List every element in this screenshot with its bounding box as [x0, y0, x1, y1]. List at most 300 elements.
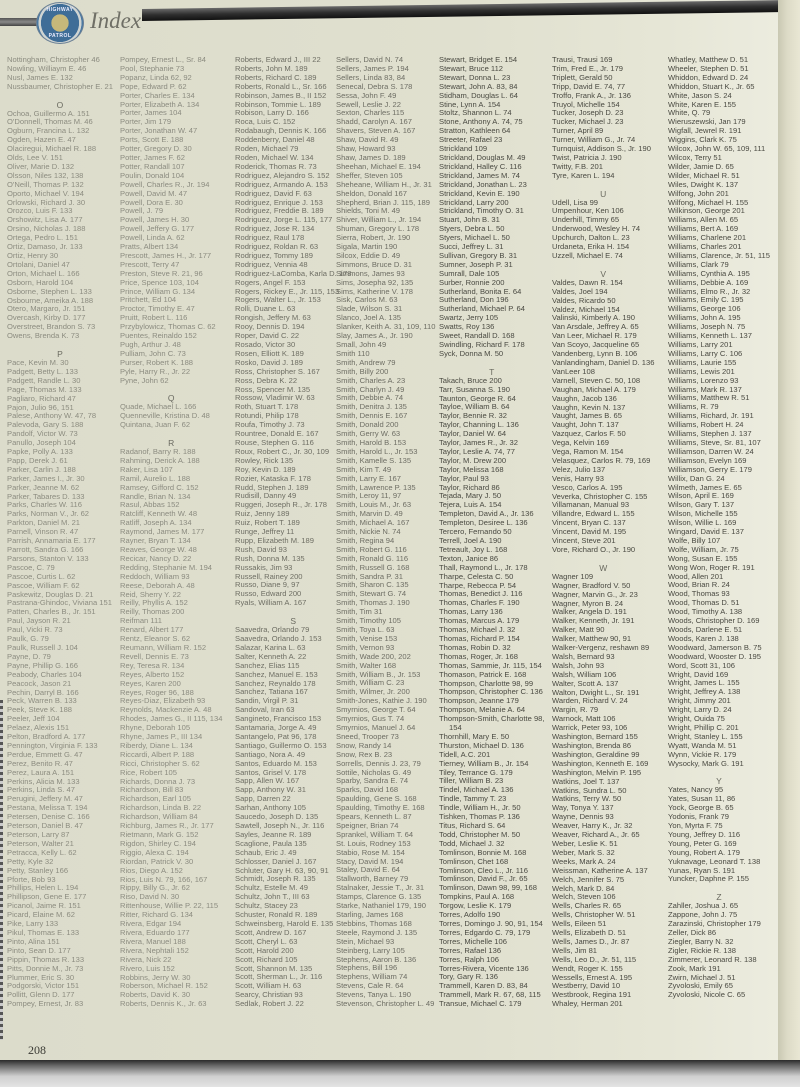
logo-top-text: HIGHWAY	[46, 7, 74, 13]
index-entry: Padgett, Betty L. 133	[7, 366, 78, 376]
index-entry: Sheffer, Steven 105	[336, 170, 403, 180]
index-entry: Wells, Leo D., Jr. 51, 115	[552, 954, 637, 964]
index-entry: Panullo, Joseph 104	[7, 438, 76, 448]
index-entry: Rodriguez-LaComba, Karla D. 178	[235, 268, 352, 278]
section-letter: Y	[716, 776, 722, 787]
index-entry: Paulk, Russell J. 104	[7, 642, 78, 652]
index-entry: Ratcliff, Kenneth W. 48	[120, 509, 198, 519]
index-entry: Smith, Charles A. 23	[336, 375, 406, 385]
index-entry: Powell, David M. 47	[120, 188, 188, 198]
index-entry: Way, Tonya Y. 137	[552, 803, 614, 813]
index-entry: Rogers, Angel F. 153	[235, 277, 306, 287]
index-entry: Woodward, Jamerson B. 75	[668, 642, 762, 652]
index-entry: Rogers, Walter L., Jr. 153	[235, 295, 321, 305]
index-entry: Redding, Stephanie M. 194	[120, 562, 213, 572]
index-entry: Reyes, Roger 96, 188	[120, 687, 194, 697]
index-entry: Peabody, Charles 104	[7, 669, 82, 679]
index-entry: Rhodes, James G., II 115, 134	[120, 714, 223, 724]
index-entry: Villandre, Edward L. 155	[552, 509, 635, 519]
index-entry: Parkton, Daniel M. 21	[7, 518, 81, 528]
index-entry: Roddenberry, Daniel 48	[235, 135, 315, 145]
index-entry: Podgorski, Victor 151	[7, 981, 80, 991]
index-entry: Osborne, Stephen L. 133	[7, 286, 92, 296]
index-entry: Santos, Grisel V. 178	[235, 767, 307, 777]
index-entry: Patten, Charles B., Jr. 151	[7, 607, 96, 617]
index-entry: Rodriguez, Alejandro S. 152	[235, 170, 330, 180]
index-entry: Sapp, Darren 22	[235, 794, 291, 804]
index-entry: Oliver, Marie D. 132	[7, 161, 75, 171]
index-entry: Stalnaker, Jessie T., Jr. 31	[336, 883, 425, 893]
index-entry: Scott, Andrew D. 167	[235, 927, 307, 937]
index-entry: Pippin, Thomas R. 133	[7, 954, 85, 964]
index-entry: Transue, Michael C. 179	[439, 999, 522, 1009]
index-entry: Wiggins, Clark K. 75	[668, 135, 737, 145]
index-entry: Price, Spence 103, 104	[120, 277, 199, 287]
index-entry: Triplett, Gerald 50	[552, 72, 613, 82]
index-entry: Smith, Kamelle S. 135	[336, 455, 412, 465]
index-entry: Wong, Susan E. 155	[668, 553, 738, 563]
index-entry: Papke, Polly A. 133	[7, 447, 73, 457]
index-entry: Sapp, Allen W. 167	[235, 776, 300, 786]
index-entry: Rotundi, Philip 178	[235, 411, 299, 421]
index-entry: Warnock, Matt 106	[552, 714, 616, 724]
index-entry: Parks, Charles W. 116	[7, 500, 82, 510]
index-entry: Williams, R. 79	[668, 402, 719, 412]
index-entry: Whiddon, Stuart K., Jr. 65	[668, 81, 755, 91]
index-entry: Przybylowicz, Thomas C. 62	[120, 322, 216, 332]
index-entry: Scott, William H. 63	[235, 981, 302, 991]
index-entry: Smith 110	[336, 348, 370, 358]
index-entry: Turnquist, Addison S., Jr. 190	[552, 144, 651, 154]
index-entry: Whatley, Matthew D. 51	[668, 55, 749, 64]
index-entry: Westberry, David 10	[552, 981, 621, 991]
index-entry: Reilly, Thomas 200	[120, 607, 185, 617]
index-entry: Sangineto, Francisco 153	[235, 714, 322, 724]
index-entry: Smith, Charlyn J. 49	[336, 384, 405, 394]
index-entry: Tucker, Michael J. 23	[552, 117, 624, 127]
index-entry: Stebbins, Thomas 168	[336, 918, 412, 928]
index-entry: Osbourne, Ameika A. 188	[7, 295, 94, 305]
index-entry: Raker, Lisa 107	[120, 464, 173, 474]
index-entry: Parker, Carlin J. 188	[7, 464, 76, 474]
index-entry: Todd, Michael J. 32	[439, 838, 505, 848]
index-entry: Udell, Lisa 99	[552, 197, 599, 207]
index-entry: Taylor, Channing L. 136	[439, 420, 519, 430]
index-entry: Torres, Edgardo C. 79, 179	[439, 927, 531, 937]
index-entry: Parsons, Stanton V. 133	[7, 553, 89, 563]
section-letter: O	[56, 99, 64, 110]
index-entry: Stewart, Bruce 112	[439, 63, 504, 73]
index-entry: Wright, David 169	[668, 669, 729, 679]
index-entry: Williams, Robert H. 24	[668, 420, 744, 430]
index-entry: Pelaez, Alexis 151	[7, 723, 70, 733]
index-entry: Sullivan, Gregory B. 31	[439, 250, 518, 260]
index-entry: Williams, Lewis 201	[668, 366, 735, 376]
index-entry: Williams, Clark 79	[668, 259, 729, 269]
index-entry: Yuknavage, Leonard T. 138	[668, 856, 761, 866]
index-entry: Strickland 109	[439, 144, 488, 154]
index-entry: Prescott, James H., Jr. 177	[120, 250, 212, 260]
index-entry: Sandin, Virgil P. 31	[235, 696, 299, 706]
bottom-shadow	[0, 1060, 800, 1087]
index-entry: Sorrells, Dennis J. 23, 79	[336, 758, 421, 768]
index-entry: Wayne, Dennis 93	[552, 812, 614, 822]
index-entry: Rush, David 93	[235, 544, 287, 554]
index-entry: Zook, Mark 191	[668, 963, 721, 973]
index-entry: Scott, Cheryl L. 63	[235, 936, 298, 946]
index-entry: Torres, Rafael 136	[439, 945, 502, 955]
index-entry: Weber, Leslie K. 51	[552, 838, 618, 848]
index-entry: Rodriguez, Raul 178	[235, 233, 305, 243]
index-entry: Washington, Melvin P. 195	[552, 767, 642, 777]
index-entry: Williams, Allen M. 65	[668, 215, 739, 225]
index-entry: Santiago, Guillermo O. 153	[235, 740, 327, 750]
index-entry: Yuncker, Daphne P. 155	[668, 874, 749, 884]
index-entry: Swindling, Richard F. 178	[439, 340, 525, 349]
index-entry: Ritter, Richard G. 134	[120, 910, 194, 920]
index-entry: Payne, D. 79	[7, 651, 51, 661]
index-entry: Welch, Steven 106	[552, 892, 616, 902]
index-entry: Richardson, Bill 83	[120, 785, 184, 795]
index-entry: Thomas, Marcus A. 179	[439, 616, 520, 626]
header-rule	[142, 0, 792, 21]
index-entry: Upchurch, Dalton L. 23	[552, 233, 630, 243]
index-entry: Villamanan, Manual 93	[552, 500, 630, 510]
index-entry: Weber, Mark S. 32	[552, 847, 615, 857]
index-entry: Vincent, Bryan C. 137	[552, 518, 626, 528]
index-entry: Reese, Deborah A. 48	[120, 580, 195, 590]
page-title: Index	[90, 8, 142, 33]
index-entry: Smith, Toya L. 63	[336, 625, 395, 634]
index-entry: Ortolani, Daniel 47	[7, 259, 70, 269]
index-entry: Robinson, James B., II 152	[235, 90, 327, 100]
index-entry: Riberdy, Diane L. 134	[120, 740, 193, 750]
index-entry: Pyle, Harry R., Jr. 22	[120, 366, 191, 376]
index-entry: Senecal, Debra S. 178	[336, 81, 413, 91]
index-entry: Smith, Tim 31	[336, 607, 383, 617]
index-entry: Shepherd, Brian J. 115, 189	[336, 197, 431, 207]
index-entry: Taylor, Bennie R. 32	[439, 411, 507, 421]
index-entry: Stone, Anthony A. 74, 75	[439, 117, 523, 127]
index-entry: Ryals, William A. 167	[235, 598, 307, 608]
index-entry: Thomas, Michael J. 32	[439, 625, 516, 635]
index-entry: Schaub, Eric J. 49	[235, 847, 297, 857]
index-entry: Vesco, Carlos A. 195	[552, 482, 623, 492]
index-entry: Smith, Donald 200	[336, 420, 399, 430]
index-entry: Sims, Josepha 92, 135	[336, 277, 414, 287]
index-entry: Woods, Darlene E. 51	[668, 625, 743, 634]
index-entry: Smith, Larry E. 167	[336, 473, 401, 483]
index-entry: Wilson, Michelle 155	[668, 509, 738, 519]
index-entry: Wong Won, Roger R. 191	[668, 562, 755, 572]
index-entry: Reaves, George W. 48	[120, 545, 197, 554]
index-entry: Spears, Kenneth L. 87	[336, 812, 412, 822]
index-entry: Swatts, Roy 136	[439, 322, 495, 332]
index-entry: Williams, Lorenzo 93	[668, 375, 739, 385]
index-entry: Valdes, Dawn R. 154	[552, 277, 623, 287]
index-entry: Powell, James H. 30	[120, 215, 190, 225]
index-entry: Varnell, Steven C. 50, 108	[552, 375, 641, 385]
index-entry: Russakis, Jim 93	[235, 562, 293, 572]
index-entry: Tharpe, Celesta C. 50	[439, 571, 514, 581]
index-entry: Young, Robert A. 179	[668, 847, 740, 857]
index-entry: Zappone, John J. 75	[668, 910, 738, 920]
index-entry: Williams, Laurie 155	[668, 357, 737, 367]
index-entry: Smith, Harold L., Jr. 153	[336, 446, 418, 456]
index-entry: Roberts, Dennis K., Jr. 63	[120, 999, 207, 1009]
index-entry: Stabio, Rose M. 154	[336, 847, 405, 857]
index-entry: Searcy, Christian 93	[235, 990, 303, 1000]
index-entry: Sellers, David N. 74	[336, 55, 404, 64]
index-entry: Smyrnios, George T. 64	[336, 705, 416, 715]
index-entry: Starling, James 168	[336, 910, 404, 919]
index-entry: Sayles, Jeanne R. 189	[235, 829, 312, 839]
index-entry: Taylor, James R., Jr. 32	[439, 438, 518, 448]
section-letter: W	[599, 562, 608, 573]
index-entry: Recicar, Nancy D. 22	[120, 553, 192, 563]
index-entry: Quade, Michael L. 166	[120, 402, 197, 412]
section-letter: U	[600, 188, 607, 199]
index-entry: Simmons, Bruce D. 31	[336, 259, 412, 269]
index-entry: Venis, Harry 93	[552, 473, 604, 483]
index-entry: Peck, Warren B. 133	[7, 696, 77, 706]
index-entry: Parrott, Sandra G. 166	[7, 545, 84, 554]
index-column-4	[336, 56, 436, 1009]
index-entry: Watkins, Sundra L. 50	[552, 785, 627, 795]
index-entry: Thompson, Christopher C. 136	[439, 687, 543, 697]
index-entry: Walker, Matt 90	[552, 625, 605, 635]
index-entry: Rosen, Elliott K. 189	[235, 348, 304, 358]
index-entry: Reynolds, Mackenzie A. 48	[120, 705, 212, 715]
index-entry: Rivera, Edgar 194	[120, 919, 182, 929]
index-entry: Rayner, Bryan T. 134	[120, 536, 191, 546]
index-entry: Thomas, Larry 136	[439, 607, 503, 617]
index-entry: Williamson, Gerry E. 179	[668, 464, 752, 474]
index-entry: Stoltz, Shannon L. 74	[439, 108, 512, 118]
index-entry: Wilmeth, James E. 65	[668, 482, 742, 492]
index-entry: Starke, Nathaniel 179, 190	[336, 901, 426, 911]
index-entry: Wilcox, John W. 65, 109, 111	[668, 144, 766, 154]
index-entry: Stephens, Aaron B. 136	[336, 954, 417, 964]
index-entry: Van Arsdale, Jeffrey A. 65	[552, 322, 639, 332]
index-entry: Rodabaugh, Dennis K. 166	[235, 126, 327, 136]
index-entry: Schultz, Estelle M. 49	[235, 883, 309, 893]
index-entry: Pascoe, William F. 62	[7, 580, 80, 590]
index-entry: Puentes, Reinaldo 152	[120, 331, 197, 341]
index-entry: Salazar, Karina L. 63	[235, 642, 306, 652]
index-entry: Sapp, Anthony W. 31	[235, 785, 306, 795]
index-entry: Tarr, Susanna S. 190	[439, 384, 510, 394]
index-entry: Warrick, Peter 93, 106	[552, 723, 628, 733]
index-entry: Nowling, Williaym E. 46	[7, 63, 87, 73]
index-entry: Powell, Linda A. 62	[120, 233, 185, 243]
index-entry: Smith, Dennis E. 167	[336, 411, 408, 421]
index-entry: Pennington, Virginia F. 133	[7, 740, 98, 750]
section-letter: T	[489, 366, 495, 377]
index-entry: Revell, Dennis E. 73	[120, 651, 189, 661]
index-entry: Pinto, Sean D. 177	[7, 945, 71, 955]
index-entry: Olaciregui, Michael R. 188	[7, 144, 97, 154]
index-entry: Ross, Debra K. 22	[235, 375, 298, 385]
index-entry: Williams, Clarence, Jr. 51, 115	[668, 250, 770, 260]
index-entry: Stacy, David M. 194	[336, 856, 404, 866]
index-entry: Rodriguez, Enrique J. 153	[235, 197, 323, 207]
index-entry: Santamaria, Jorge A. 49	[235, 723, 317, 733]
index-entry: Thornhill, Mary E. 50	[439, 731, 510, 741]
index-entry: Strickland, Larry 200	[439, 197, 509, 207]
index-entry: Sisk, Carlos M. 63	[336, 295, 398, 305]
index-entry: Smith, Ronald G. 116	[336, 553, 409, 563]
index-entry: Paulk, G. 79	[7, 634, 49, 644]
index-entry: Santangelo, Pat 96, 178	[235, 731, 317, 741]
index-entry: Overcash, Kirby D. 177	[7, 313, 86, 323]
index-entry: Williams, Richard, Jr. 191	[668, 411, 754, 421]
index-entry: Paul, Jayson R. 21	[7, 616, 71, 626]
index-entry: Steinberg, Larry 105	[336, 945, 405, 955]
index-entry: Todd, Christopher M. 50	[439, 829, 521, 839]
index-entry: Robison, Larry D. 166	[235, 108, 309, 118]
index-entry: Richardson, William 84	[120, 812, 198, 822]
index-entry: Sellers, James P. 194	[336, 63, 409, 73]
index-entry: Orshowitz, Lisa A. 177	[7, 215, 83, 225]
index-entry: Wigfall, Jewrel R. 191	[668, 126, 742, 136]
index-entry: Rogers, Rickey E., Jr. 115, 153	[235, 286, 340, 296]
index-entry: Wagner, Marvin G., Jr. 23	[552, 589, 638, 599]
index-entry: Reifman 111	[120, 616, 162, 626]
index-entry: Powell, Dora E. 30	[120, 197, 183, 207]
index-entry: Torres, Domingo J. 90, 91, 154	[439, 918, 543, 928]
index-entry: Rivera, Nick 22	[120, 954, 172, 964]
index-entry: Sheheane, William H., Jr. 31	[336, 179, 432, 189]
index-entry: Ortiz, Henry 30	[7, 251, 59, 261]
index-entry: Strickland, Jonathan L. 23	[439, 179, 527, 189]
index-entry: Williamson, Evelyn 169	[668, 455, 747, 465]
index-entry: Vore, Richard O., Jr. 190	[552, 545, 636, 554]
index-entry: Smith, Vernon 93	[336, 642, 395, 652]
index-entry: Smith, Billy 200	[336, 366, 389, 376]
index-entry: Williams, Debbie A. 169	[668, 277, 749, 287]
index-entry: Pompey, Ernest L., Sr. 84	[120, 55, 206, 64]
index-entry: Quintana, Juan F. 62	[120, 420, 191, 430]
index-entry: Rosko, David J. 189	[235, 357, 303, 367]
index-entry: Perez, Benito R. 47	[7, 758, 73, 768]
index-entry: Perugini, Jeffery M. 47	[7, 794, 83, 804]
index-entry: Rentz, Eleanor S. 62	[120, 634, 191, 644]
index-entry: Sellers, Linda 83, 84	[336, 72, 406, 82]
index-entry: Valdes, Joel 194	[552, 286, 608, 296]
index-entry: Yon, Myrta F. 75	[668, 821, 723, 831]
index-entry: Smith, Louis M., Jr. 63	[336, 500, 412, 510]
index-entry: Stevens, Tanya L. 190	[336, 990, 412, 1000]
index-entry: Sneed, Trooper 73	[336, 731, 399, 741]
index-entry: Walsh, William 106	[552, 669, 617, 679]
index-entry: Young, Peter G. 169	[668, 838, 737, 848]
index-entry: Roberts, David K. 30	[120, 990, 191, 1000]
index-entry: Stidham, Douglas L. 64	[439, 90, 518, 100]
index-entry: Peterson, Daniel B. 47	[7, 821, 83, 831]
index-entry: Tyre, Karen L. 194	[552, 170, 615, 180]
index-entry: Stewart, John A. 83, 84	[439, 81, 518, 91]
index-entry: Vaughn, Jacob 136	[552, 393, 617, 403]
index-entry: Torres, Michelle 106	[439, 936, 507, 946]
index-entry: Tayloe, William B. 64	[439, 402, 510, 412]
index-entry: Vaughn, Kevin N. 137	[552, 402, 626, 412]
index-entry: Padgett, Randle L. 30	[7, 375, 81, 385]
index-entry: Whiddon, Edward D. 24	[668, 72, 749, 82]
index-entry: Ruiz, Robert T. 189	[235, 518, 300, 528]
index-entry: Thomas, Robin D. 32	[439, 642, 511, 652]
index-entry: Reid, Sherry Y. 22	[120, 589, 181, 599]
index-entry: Rongish, Jeffery M. 63	[235, 313, 311, 323]
index-entry: Pratts, Albert 134	[120, 242, 179, 252]
index-entry: White, Q. 79	[668, 108, 711, 118]
index-entry: Pruitt, Robert L. 116	[120, 313, 188, 323]
index-entry: Reumann, William R. 152	[120, 642, 207, 652]
index-entry: Scaglione, Paula 135	[235, 838, 307, 848]
index-entry: Tejera, Luis A. 154	[439, 500, 502, 510]
index-entry: Smith, Regina 94	[336, 535, 395, 545]
index-entry: Warden, Richard V. 24	[552, 696, 628, 706]
index-entry: Washington, Brenda 86	[552, 741, 632, 751]
index-entry: Smith, Wilmer, Jr. 200	[336, 687, 410, 697]
index-entry: Saavedra, Orlando J. 153	[235, 633, 322, 643]
index-entry: Payne, Phillip G. 166	[7, 660, 78, 670]
index-entry: Rupp, Elizabeth M. 189	[235, 535, 314, 545]
index-entry: Wessells, Ernest A. 195	[552, 972, 633, 982]
index-entry: Peterson, Walter 21	[7, 838, 74, 848]
section-letter: Z	[716, 892, 722, 903]
index-entry: Rhyne, James P., III 134	[120, 732, 203, 742]
index-entry: Riordan, Patrick V. 30	[120, 856, 194, 866]
index-entry: Walsh, Bernard 93	[552, 651, 615, 661]
index-entry: Wood, Timothy A. 138	[668, 607, 743, 617]
index-entry: Sutherland, Michael P. 64	[439, 304, 525, 314]
index-entry: Velez, Julio 137	[552, 464, 606, 474]
index-column-7	[668, 56, 770, 1000]
index-entry: Streeter, Rafael 23	[439, 135, 503, 145]
index-entry: Thompson, Charlotte 98, 99	[439, 678, 534, 688]
index-entry: Wood, Brian R. 24	[668, 580, 730, 590]
index-entry: Santiago, Nora A. 49	[235, 749, 306, 759]
index-entry: Shields, Toni M. 49	[336, 206, 401, 216]
index-entry: O'Donnell, Thomas M. 46	[7, 117, 93, 127]
binding-edge	[0, 700, 3, 1040]
index-entry: Petty, Kyle 32	[7, 856, 54, 866]
index-entry: Williams, John A. 195	[668, 313, 741, 323]
index-entry: Petracca, Kelly L. 62	[7, 847, 77, 857]
index-entry: Speigner, Brian 74	[336, 820, 399, 830]
index-entry: Wingard, David E. 137	[668, 527, 744, 537]
page-number: 208	[28, 1043, 46, 1057]
index-entry: Wood, Allen 201	[668, 571, 724, 581]
index-entry: Preston, Steve R. 21, 96	[120, 268, 203, 278]
index-entry: Rodriguez, Jorge L. 115, 177	[235, 215, 333, 225]
index-entry: Smith, Timothy 105	[336, 616, 401, 626]
index-entry: Parker, Jeanne M. 62	[7, 482, 80, 492]
index-entry: Walker, Kenneth, Jr. 191	[552, 616, 635, 626]
index-entry: Sheehan, Michael E. 194	[336, 161, 421, 171]
index-entry: Thomason, Patrick E. 168	[439, 669, 527, 679]
index-entry: Van Scoyo, Jacqueline 65	[552, 340, 640, 350]
index-entry: Pritchett, Ed 104	[120, 295, 177, 305]
index-entry: Rivero, Luis 152	[120, 963, 175, 973]
index-entry: Swartz, Jerry 105	[439, 313, 499, 323]
index-entry: Sottile, Nicholas G. 49	[336, 767, 412, 777]
index-entry: Papp, Derek J. 61	[7, 455, 68, 465]
index-entry: Sanchez, Tatiana 167	[235, 687, 308, 697]
index-entry: Saucedo, Joseph D. 135	[235, 812, 319, 822]
index-entry: Nottingham, Christopher 46	[7, 55, 100, 64]
